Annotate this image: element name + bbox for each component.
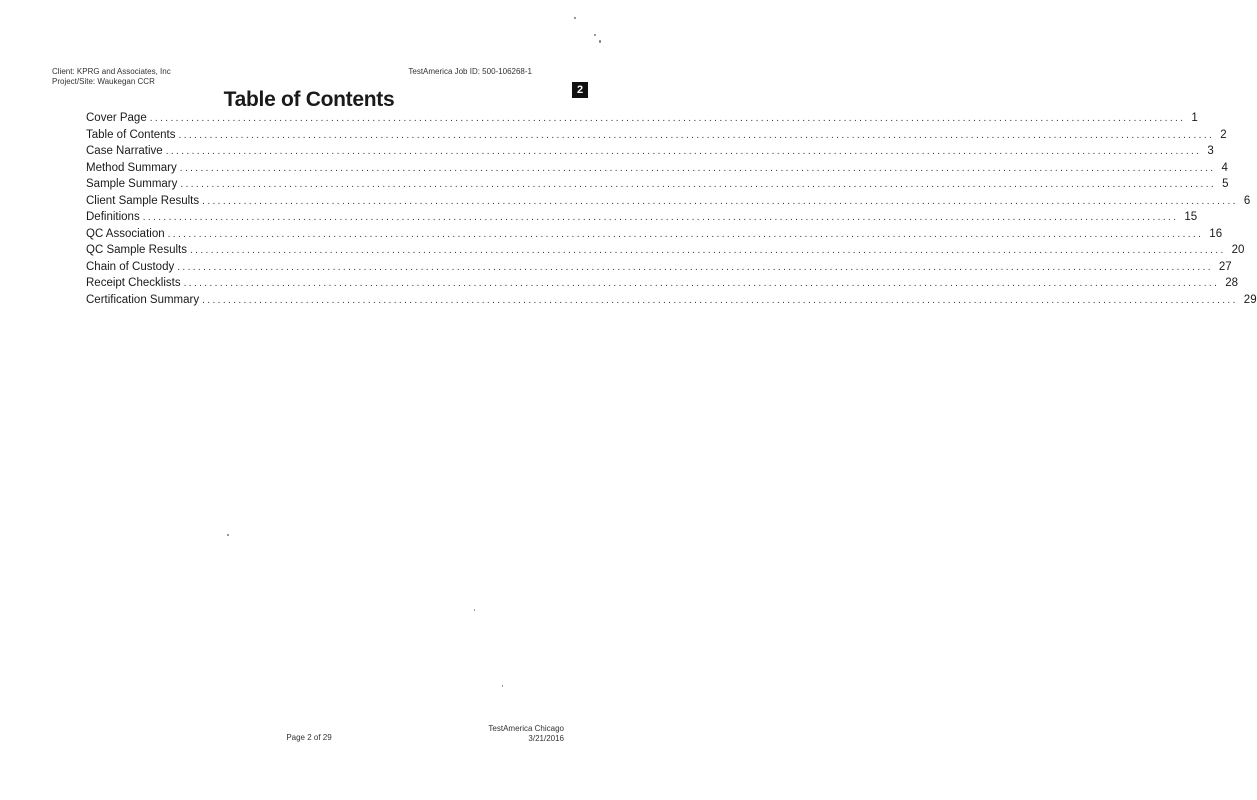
- toc-row: [86, 145, 1214, 162]
- toc-leader-dots: ........................................................................................................................................................................................................: [167, 228, 1204, 240]
- toc-entry-label: Sample Summary: [86, 178, 178, 190]
- header-client: Client: KPRG and Associates, Inc: [52, 67, 171, 76]
- toc-entry-label: QC Association: [86, 227, 165, 240]
- toc-row: [86, 227, 1223, 245]
- toc-row: [86, 244, 1245, 261]
- toc-leader-dots: ........................................................................................................................................................................................................: [165, 146, 1202, 157]
- toc-entry-label: Client Sample Results: [86, 194, 200, 207]
- toc-leader-dots: ........................................................................................................................................................................................................: [189, 245, 1226, 256]
- toc-leader-dots: ........................................................................................................................................................................................................: [183, 278, 1220, 289]
- toc-row: [86, 277, 1239, 294]
- page-title: Table of Contents: [223, 88, 395, 111]
- footer-date: 3/21/2016: [528, 734, 564, 743]
- toc-row: [86, 260, 1232, 278]
- toc-entry-page: 3: [1207, 145, 1214, 157]
- table-of-contents-list: [86, 112, 1257, 310]
- toc-entry-label: Cover Page: [86, 112, 147, 124]
- toc-entry-label: Method Summary: [86, 161, 177, 174]
- toc-entry-page: 2: [1220, 128, 1227, 141]
- header-client-info: [52, 67, 171, 87]
- toc-entry-page: 20: [1231, 244, 1245, 256]
- toc-row: [86, 128, 1227, 146]
- toc-entry-page: 6: [1243, 194, 1251, 207]
- scan-speck: [574, 17, 576, 19]
- toc-row: [86, 211, 1198, 228]
- footer-lab-name: TestAmerica Chicago: [488, 724, 564, 733]
- toc-leader-dots: ........................................................................................................................................................................................................: [142, 212, 1179, 223]
- scan-speck: [502, 685, 503, 687]
- toc-leader-dots: ........................................................................................................................................................................................................: [177, 261, 1213, 273]
- page-tab-badge: 2: [572, 82, 588, 98]
- toc-entry-page: 15: [1184, 211, 1198, 223]
- toc-entry-page: 5: [1222, 178, 1229, 190]
- toc-entry-page: 27: [1218, 260, 1232, 273]
- toc-leader-dots: ........................................................................................................................................................................................................: [149, 113, 1186, 124]
- toc-entry-page: 16: [1209, 227, 1223, 240]
- toc-entry-label: Case Narrative: [86, 145, 163, 157]
- toc-leader-dots: ........................................................................................................................................................................................................: [178, 129, 1215, 141]
- toc-row: [86, 194, 1251, 212]
- toc-entry-label: QC Sample Results: [86, 244, 187, 256]
- toc-entry-page: 29: [1243, 293, 1257, 306]
- toc-leader-dots: ........................................................................................................................................................................................................: [202, 294, 1238, 306]
- header-job-id: TestAmerica Job ID: 500-106268-1: [408, 67, 532, 76]
- toc-row: [86, 178, 1229, 195]
- toc-entry-label: Chain of Custody: [86, 260, 175, 273]
- toc-row: [86, 112, 1198, 129]
- toc-entry-page: 4: [1221, 161, 1228, 174]
- toc-entry-label: Certification Summary: [86, 293, 200, 306]
- header-project-site: Project/Site: Waukegan CCR: [52, 77, 155, 86]
- toc-entry-page: 1: [1191, 112, 1198, 124]
- toc-leader-dots: ........................................................................................................................................................................................................: [179, 162, 1216, 174]
- header-job-info: [408, 67, 532, 77]
- scan-speck: [594, 34, 596, 36]
- footer-lab-info: [488, 724, 564, 744]
- scan-speck: [599, 40, 601, 43]
- toc-row: [86, 293, 1257, 311]
- toc-leader-dots: ........................................................................................................................................................................................................: [180, 179, 1217, 190]
- toc-entry-label: Receipt Checklists: [86, 277, 181, 289]
- toc-row: [86, 161, 1228, 179]
- toc-entry-label: Definitions: [86, 211, 140, 223]
- scan-speck: [474, 609, 475, 611]
- toc-entry-page: 28: [1225, 277, 1239, 289]
- scan-speck: [227, 534, 229, 536]
- toc-leader-dots: ........................................................................................................................................................................................................: [202, 195, 1238, 207]
- footer-page-number: Page 2 of 29: [286, 733, 332, 742]
- toc-entry-label: Table of Contents: [86, 128, 176, 141]
